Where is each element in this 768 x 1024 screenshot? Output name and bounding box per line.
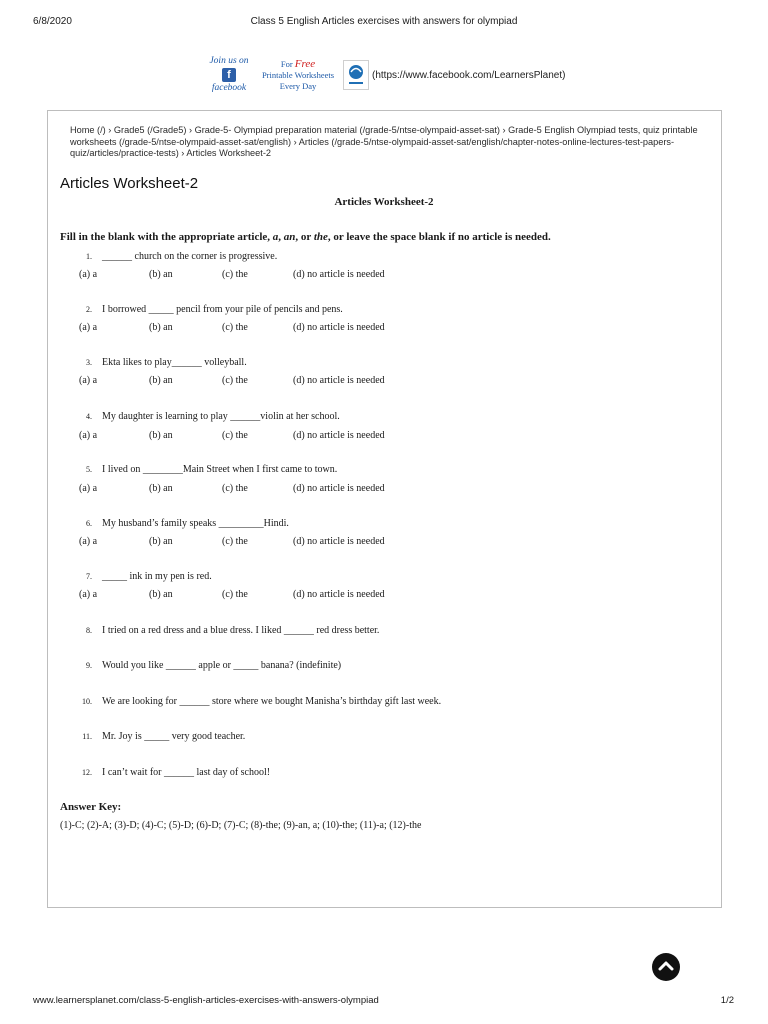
learners-planet-logo — [343, 60, 369, 90]
option-c: (c) the — [222, 483, 248, 494]
question-number: 12. — [82, 768, 92, 777]
instructions-sep: , or — [295, 231, 314, 243]
question-number: 8. — [86, 626, 92, 635]
question-number: 6. — [86, 519, 92, 528]
option-a: (a) a — [79, 483, 98, 494]
scroll-to-top-button[interactable] — [652, 953, 680, 981]
instructions-sep: , — [278, 231, 284, 243]
question-number: 1. — [86, 252, 92, 261]
option-a: (a) a — [79, 536, 98, 547]
facebook-banner[interactable] — [205, 55, 565, 95]
free-text: Free — [294, 57, 316, 70]
question-text: Ekta likes to play______ volleyball. — [102, 357, 247, 368]
option-b: (b) an — [149, 269, 173, 280]
question-number: 10. — [82, 697, 92, 706]
option-d: (d) no article is needed — [293, 322, 385, 333]
question-number: 7. — [86, 572, 92, 581]
option-a: (a) a — [79, 589, 98, 600]
question-text: I lived on ________Main Street when I first came to town. — [102, 464, 338, 475]
chevron-up-icon — [657, 958, 675, 976]
facebook-text: facebook — [211, 83, 247, 93]
instructions — [60, 231, 551, 243]
question-text: Would you like ______ apple or _____ banana? (indefinite) — [102, 660, 342, 671]
content-frame — [47, 110, 722, 908]
option-b: (b) an — [149, 536, 173, 547]
print-date: 6/8/2020 — [33, 16, 72, 27]
option-b: (b) an — [149, 375, 173, 386]
page-number: 1/2 — [720, 995, 734, 1006]
option-c: (c) the — [222, 375, 248, 386]
option-a: (a) a — [79, 269, 98, 280]
question-text: My husband’s family speaks _________Hindi. — [102, 518, 289, 529]
option-d: (d) no article is needed — [293, 483, 385, 494]
option-a: (a) a — [79, 375, 98, 386]
option-c: (c) the — [222, 322, 248, 333]
facebook-url-link[interactable]: (https://www.facebook.com/LearnersPlanet) — [372, 69, 566, 81]
join-facebook[interactable] — [205, 56, 253, 94]
question-number: 11. — [82, 732, 92, 741]
facebook-icon: f — [222, 68, 236, 82]
option-c: (c) the — [222, 589, 248, 600]
option-c: (c) the — [222, 430, 248, 441]
footer-url: www.learnersplanet.com/class-5-english-articles-exercises-with-answers-olympiad — [33, 995, 379, 1006]
option-b: (b) an — [149, 322, 173, 333]
article-the: the — [313, 231, 328, 243]
question-text: I can’t wait for ______ last day of school! — [102, 767, 271, 778]
option-d: (d) no article is needed — [293, 589, 385, 600]
question-text: I borrowed _____ pencil from your pile of pencils and pens. — [102, 304, 343, 315]
every-day-text: Every Day — [279, 80, 317, 91]
option-c: (c) the — [222, 536, 248, 547]
option-d: (d) no article is needed — [293, 430, 385, 441]
option-c: (c) the — [222, 269, 248, 280]
option-a: (a) a — [79, 322, 98, 333]
question-text: Mr. Joy is _____ very good teacher. — [102, 731, 246, 742]
article-an: an — [283, 231, 296, 243]
instructions-text: Fill in the blank with the appropriate article, — [60, 231, 273, 243]
instructions-text: , or leave the space blank if no article is needed. — [327, 231, 551, 243]
page-title: Articles Worksheet-2 — [60, 175, 199, 192]
printable-text: Printable Worksheets — [261, 69, 335, 80]
option-b: (b) an — [149, 430, 173, 441]
question-text: I tried on a red dress and a blue dress. I liked ______ red dress better. — [102, 625, 380, 636]
option-b: (b) an — [149, 483, 173, 494]
question-number: 3. — [86, 358, 92, 367]
breadcrumb[interactable]: Home (/) › Grade5 (/Grade5) › Grade-5- Olympiad preparation material (/grade-5/ntse-olympaid-asset-sat) › Grade-5 English Olympiad tests, quiz printable worksheets (/grade-5/ntse-olympaid-asset-sat/english) › Articles (/grade-5/ntse-olympaid-asset-sat/english/chapter-notes-online-lectures-test-papers-quiz/articles/practice-tests) › Articles Worksheet-2 — [70, 125, 698, 159]
option-a: (a) a — [79, 430, 98, 441]
free-worksheets-text — [255, 59, 341, 92]
question-text: _____ ink in my pen is red. — [102, 571, 212, 582]
option-d: (d) no article is needed — [293, 269, 385, 280]
option-b: (b) an — [149, 589, 173, 600]
question-text: ______ church on the corner is progressive. — [102, 251, 278, 262]
question-number: 5. — [86, 465, 92, 474]
worksheet-title: Articles Worksheet-2 — [334, 196, 434, 208]
option-d: (d) no article is needed — [293, 375, 385, 386]
print-title: Class 5 English Articles exercises with answers for olympiad — [250, 16, 518, 27]
question-number: 4. — [86, 412, 92, 421]
answer-key-title: Answer Key: — [60, 801, 122, 813]
question-text: We are looking for ______ store where we bought Manisha’s birthday gift last week. — [102, 696, 442, 707]
question-number: 9. — [86, 661, 92, 670]
join-us-text: Join us on — [209, 56, 249, 66]
question-number: 2. — [86, 305, 92, 314]
article-a: a — [272, 231, 279, 243]
option-d: (d) no article is needed — [293, 536, 385, 547]
for-text: For — [280, 58, 293, 69]
answer-key-text: (1)-C; (2)-A; (3)-D; (4)-C; (5)-D; (6)-D; (7)-C; (8)-the; (9)-an, a; (10)-the; (11)-a; (12)-the — [60, 820, 422, 831]
question-text: My daughter is learning to play ______violin at her school. — [102, 411, 340, 422]
